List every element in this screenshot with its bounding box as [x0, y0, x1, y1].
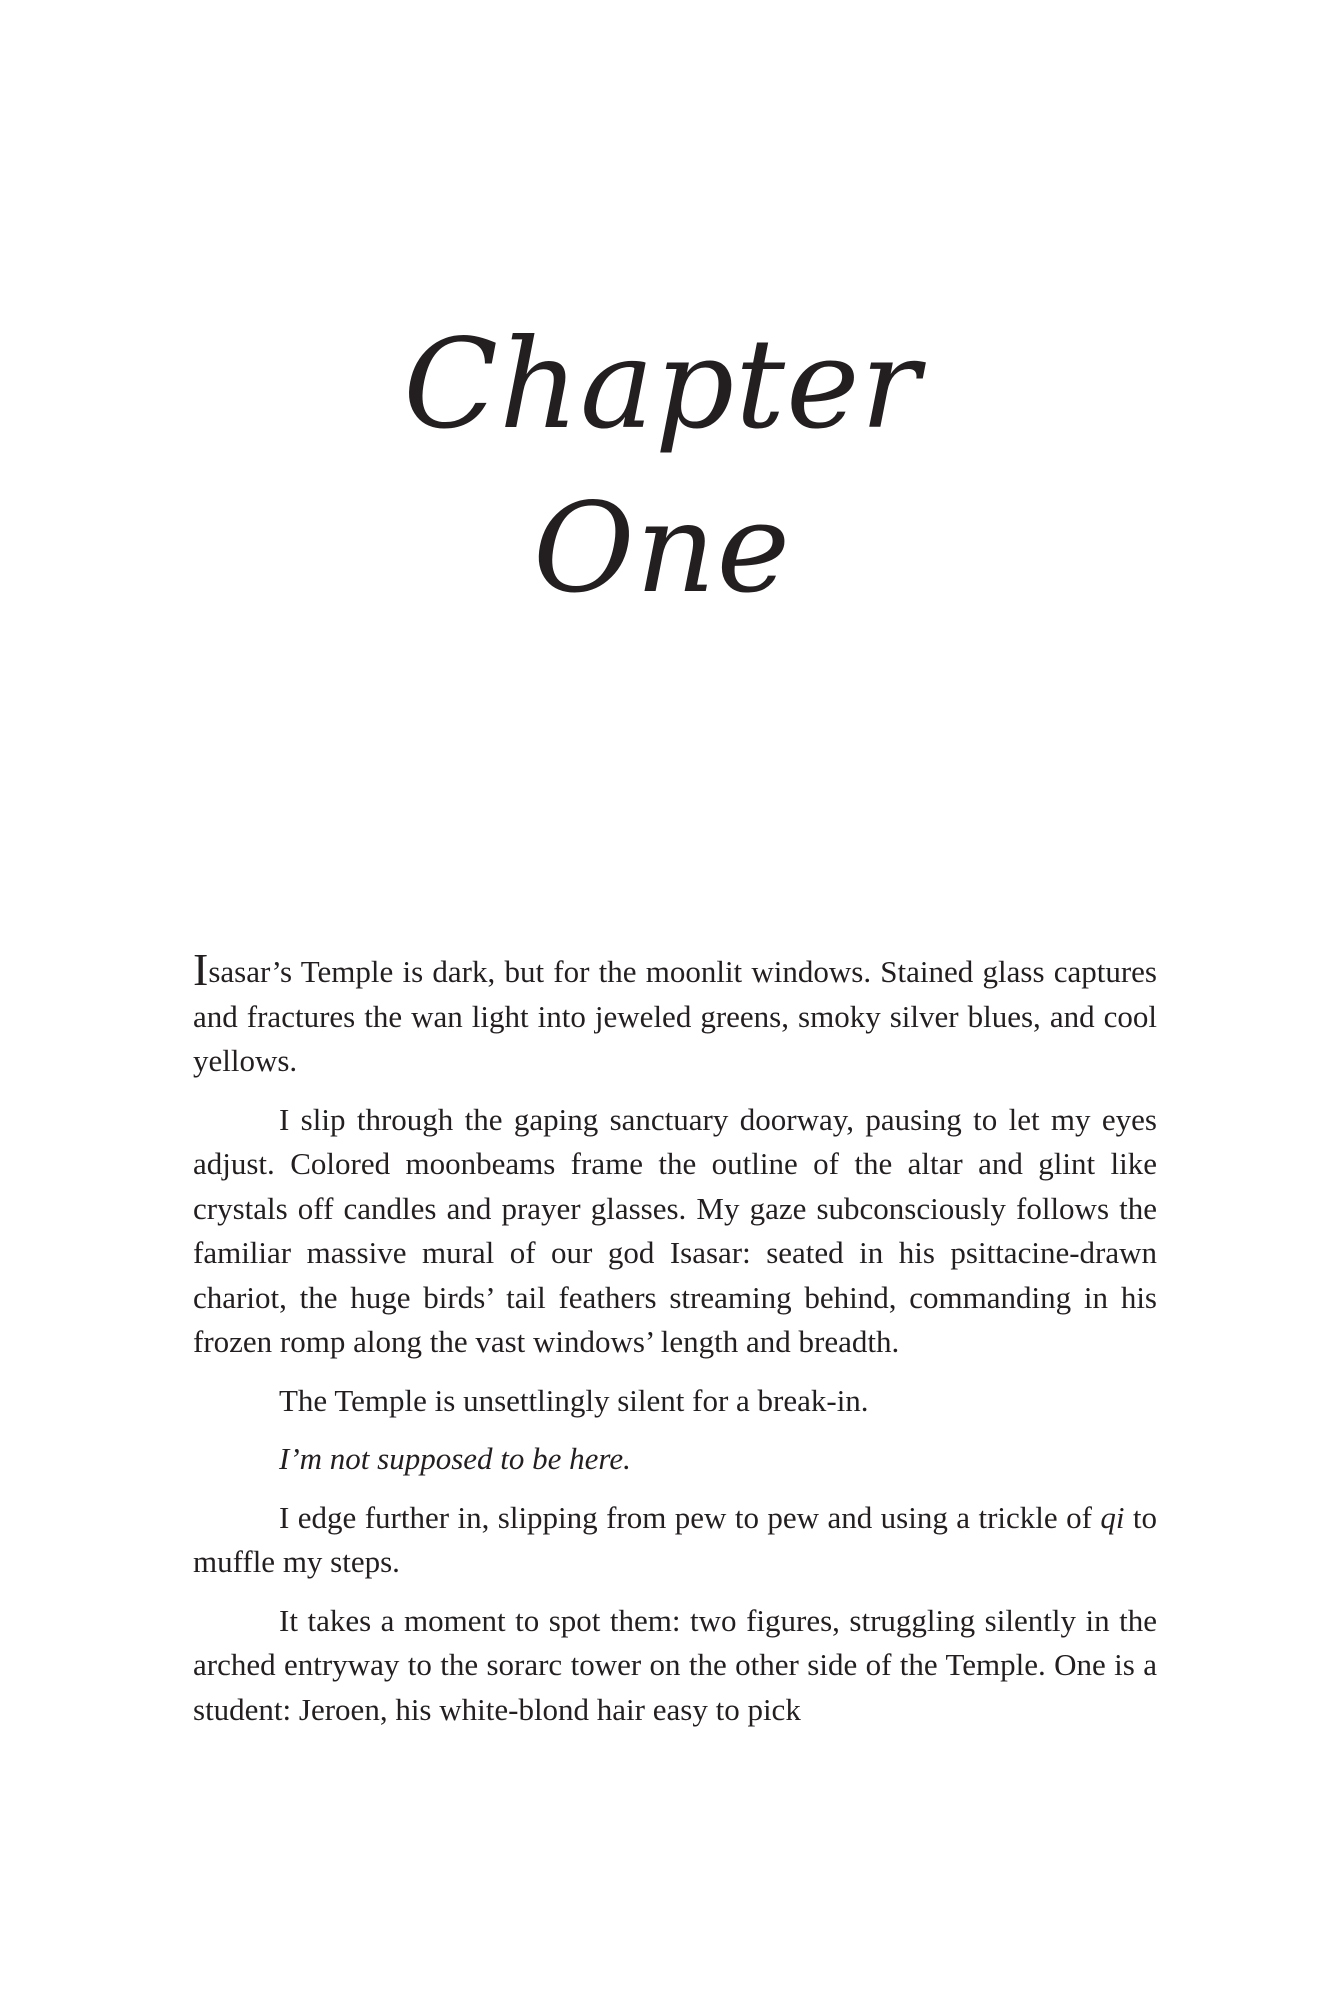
paragraph-2: I slip through the gaping sanctuary doorway, pausing to let my eyes adjust. Colored moonbeams frame the outline of the altar and glint like crystals off candles and prayer glasses. My gaze subconsciously follows the familiar massive mural of our god Isasar: seated in his psittacine-drawn chariot, the huge birds’ tail feathers streaming behind, commanding in his frozen romp along the vast windows’ length and breadth. [193, 1101, 1157, 1359]
italic-thought: I’m not supposed to be here. [279, 1441, 631, 1476]
paragraph-6: It takes a moment to spot them: two figures, struggling silently in the arched entryway to the sorarc tower on the other side of the Temple. One is a student: Jeroen, his white-blond hair easy to pick [193, 1602, 1157, 1727]
chapter-heading [0, 300, 1324, 634]
chapter-title-word: Chapter [403, 313, 921, 457]
chapter-body [193, 944, 1157, 1746]
paragraph-4 [193, 1437, 1157, 1482]
paragraph-1 [193, 944, 1157, 1084]
paragraph-1-text: sasar’s Temple is dark, but for the moonlit windows. Stained glass captures and fractures the wan light into jeweled greens, smoky silver blues, and cool yellows. [193, 954, 1157, 1078]
paragraph-5-after: to muffle my steps. [193, 1499, 1157, 1579]
paragraph-5 [193, 1496, 1157, 1585]
paragraph-5-italic-word: qi [1100, 1499, 1125, 1535]
chapter-number-word: One [533, 477, 791, 621]
initial-letter: I [193, 944, 209, 995]
paragraph-5-before: I edge further in, slipping from pew to pew and using a trickle of [279, 1499, 1101, 1535]
paragraph-3: The Temple is unsettlingly silent for a break-in. [279, 1382, 869, 1418]
